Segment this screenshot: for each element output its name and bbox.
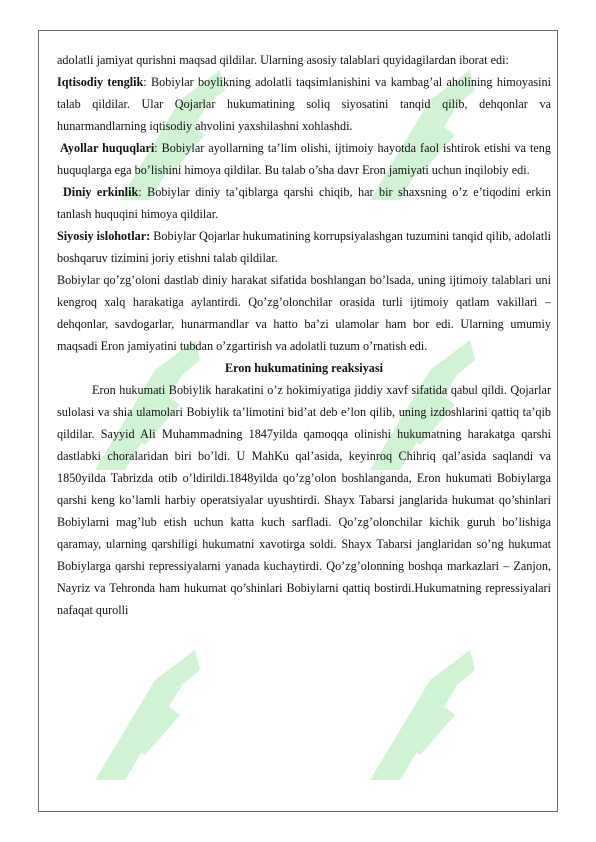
paragraph-text: : Bobiylar ayollarning ta’lim olishi, ijtimoiy hayotda faol ishtirok etishi va teng huquqlarga ega bo’lishini himoya qildilar. Bu talab o’sha davr Eron jamiyati uchun inqilobiy edi. [57,141,551,177]
document-body [57,49,551,621]
section-heading: Eron hukumatining reaksiyasi [224,361,384,375]
term-label: Iqtisodiy tenglik [57,75,144,89]
paragraph-women-rights [57,137,551,181]
paragraph-government-reaction: Eron hukumati Bobiylik harakatini o’z hokimiyatiga jiddiy xavf sifatida qabul qildi. Qojarlar sulolasi va shia ulamolari Bobiylik ta’limotini bid’at deb e’lon qilib, uning izdoshlarini qattiq ta’qib qildilar. Sayyid Ali Muhammadning 1847yilda qamoqqa olinishi hukumatning harakatga qarshi dastlabki choralaridan biri bo’ldi. U MahKu qal’asida, keyinroq Chihriq qal’asida saqlandi va 1850yilda Tabrizda otib o’ldirildi.1848yilda qo’zg’olon boshlanganda, Eron hukumati Bobiylarga qarshi keng ko’lamli harbiy operatsiyalar uyushtirdi. Shayx Tabarsi janglarida hukumat qo’shinlari Bobiylarni mag’lub etish uchun katta kuch sarfladi. Qo’zg’olonchilar kichik guruh bo’lishiga qaramay, ularning qarshiligi hukumatni xavotirga soldi. Shayx Tabarsi janglaridan so’ng hukumat Bobiylarga qarshi repressiyalarni yanada kuchaytirdi. Qo’zg’olonning boshqa markazlari – Zanjon, Nayriz va Tehronda ham hukumat qo’shinlari Bobiylarni qattiq bostirdi.Hukumatning repressiyalari nafaqat qurolli [57,383,551,617]
paragraph-economic-equality [57,71,551,137]
paragraph-text: Bobiylar Qojarlar hukumatining korrupsiyalashgan tuzumini tanqid qilib, adolatli boshqaruv tizimini joriy etishni talab qildilar. [57,229,552,265]
paragraph-text: Bobiylar qo’zg’oloni dastlab diniy harakat sifatida boshlangan bo’lsada, uning ijtimoiy talablari uni kengroq xalq harakatiga aylantirdi. Qo’zg’olonchilar orasida turli ijtimoiy qatlam vakillari – dehqonlar, savdogarlar, hunarmandlar va hatto ba’zi ulamolar ham bor edi. Ularning umumiy maqsadi Eron jamiyatini tubdan o’zgartirish va adolatli tuzum o’rnatish edi. [57,273,551,353]
paragraph-intro [57,49,551,71]
paragraph-political-reforms [57,225,551,269]
paragraph-text: adolatli jamiyat qurishni maqsad qildilar. Ularning asosiy talablari quyidagilardan iborat edi: [57,53,509,67]
paragraph-uprising-summary [57,269,551,357]
term-label: Diniy erkinlik [63,185,139,199]
term-label: Ayollar huquqlari [60,141,155,155]
paragraph-text: : Bobiylar boylikning adolatli taqsimlanishini va kambag’al aholining himoyasini talab qildilar. Ular Qojarlar hukumatining soliq siyosatini tanqid qilib, dehqonlar va hunarmandlarning iqtisodiy ahvolini yaxshilashni xohlashdi. [57,75,551,133]
paragraph-text: : Bobiylar diniy ta’qiblarga qarshi chiqib, har bir shaxsning o’z e’tiqodini erkin tanlash huquqini himoya qildilar. [57,185,551,221]
paragraph-religious-freedom [57,181,551,225]
term-label: Siyosiy islohotlar: [57,229,151,243]
